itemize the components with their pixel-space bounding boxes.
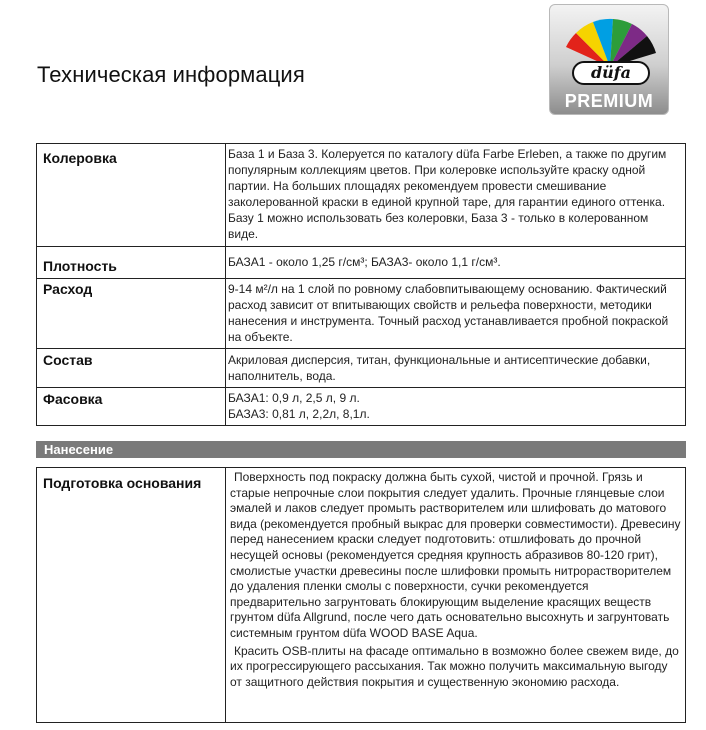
- row-value-surface-prep: [226, 468, 686, 723]
- table-row: [37, 279, 686, 349]
- row-label-tinting: Колеровка: [37, 144, 226, 247]
- table-row: [37, 247, 686, 279]
- table-row: [37, 144, 686, 247]
- row-label-consumption: Расход: [37, 279, 226, 349]
- application-table: [36, 467, 686, 723]
- table-row: [37, 349, 686, 388]
- table-row: [37, 468, 686, 723]
- row-label-surface-prep: Подготовка основания: [37, 468, 226, 723]
- row-value-packaging: [226, 388, 686, 426]
- row-value-composition: Акриловая дисперсия, титан, функциональные и антисептические добавки, наполнитель, вода.: [226, 349, 686, 388]
- surface-prep-paragraph: Поверхность под покраску должна быть сухой, чистой и прочной. Грязь и старые непрочные слои покрытия следует удалить. Прочные глянцевые слои эмалей и лаков следует промыть растворителем или шлифовать до матового вида (рекомендуется пробный выкрас для проверки совместимости). Древесину перед нанесением краски следует подготовить: отшлифовать до прочной несущей основы (рекомендуется средняя крупность абразивов 80-120 грит), смолистые участки древесины после шлифовки промыть нитрорастворителем до удаления пленки смолы с поверхности, сучки рекомендуется предварительно загрунтовать блокирующим выделение красящих веществ грунтом düfa Allgrund, после чего дать основательно высохнуть и загрунтовать системным грунтом düfa WOOD BASE Aqua.: [230, 470, 681, 640]
- premium-label: PREMIUM: [564, 91, 654, 111]
- row-value-consumption: 9-14 м²/л на 1 слой по ровному слабовпитывающему основанию. Фактический расход зависит от впитывающих свойств и рельефа поверхности, методики нанесения и инструмента. Точный расход устанавливается пробной покраской на объекте.: [226, 279, 686, 349]
- section-header-application: Нанесение: [36, 441, 686, 458]
- osb-paragraph: Красить OSB-плиты на фасаде оптимально в возможно более свежем виде, до их прогрессирующего рассыхания. Так можно получить максимальную выгоду от защитного действия покрытия и существенную экономию расхода.: [230, 643, 679, 689]
- dufa-premium-logo: [549, 4, 669, 115]
- row-label-composition: Состав: [37, 349, 226, 388]
- table-row: [37, 388, 686, 426]
- row-value-density: БАЗА1 - около 1,25 г/см³; БАЗА3- около 1,1 г/см³.: [226, 247, 686, 279]
- page-title: Техническая информация: [37, 62, 305, 87]
- product-info-table: [36, 143, 686, 426]
- row-label-density: Плотность: [37, 247, 226, 279]
- row-label-packaging: Фасовка: [37, 388, 226, 426]
- packaging-base1: БАЗА1: 0,9 л, 2,5 л, 9 л.: [228, 391, 360, 405]
- packaging-base3: БАЗА3: 0,81 л, 2,2л, 8,1л.: [228, 407, 370, 421]
- brand-wordmark: düfa: [572, 61, 650, 85]
- row-value-tinting: База 1 и База 3. Колеруется по каталогу düfa Farbe Erleben, а также по другим популярным коллекциям цветов. При колеровке используйте краску одной партии. На больших площадях рекомендуем провести смешивание заколерованной краски в единой крупной таре, для гарантии единого оттенка. Базу 1 можно использовать без колеровки, База 3 - только в колерованном виде.: [226, 144, 686, 247]
